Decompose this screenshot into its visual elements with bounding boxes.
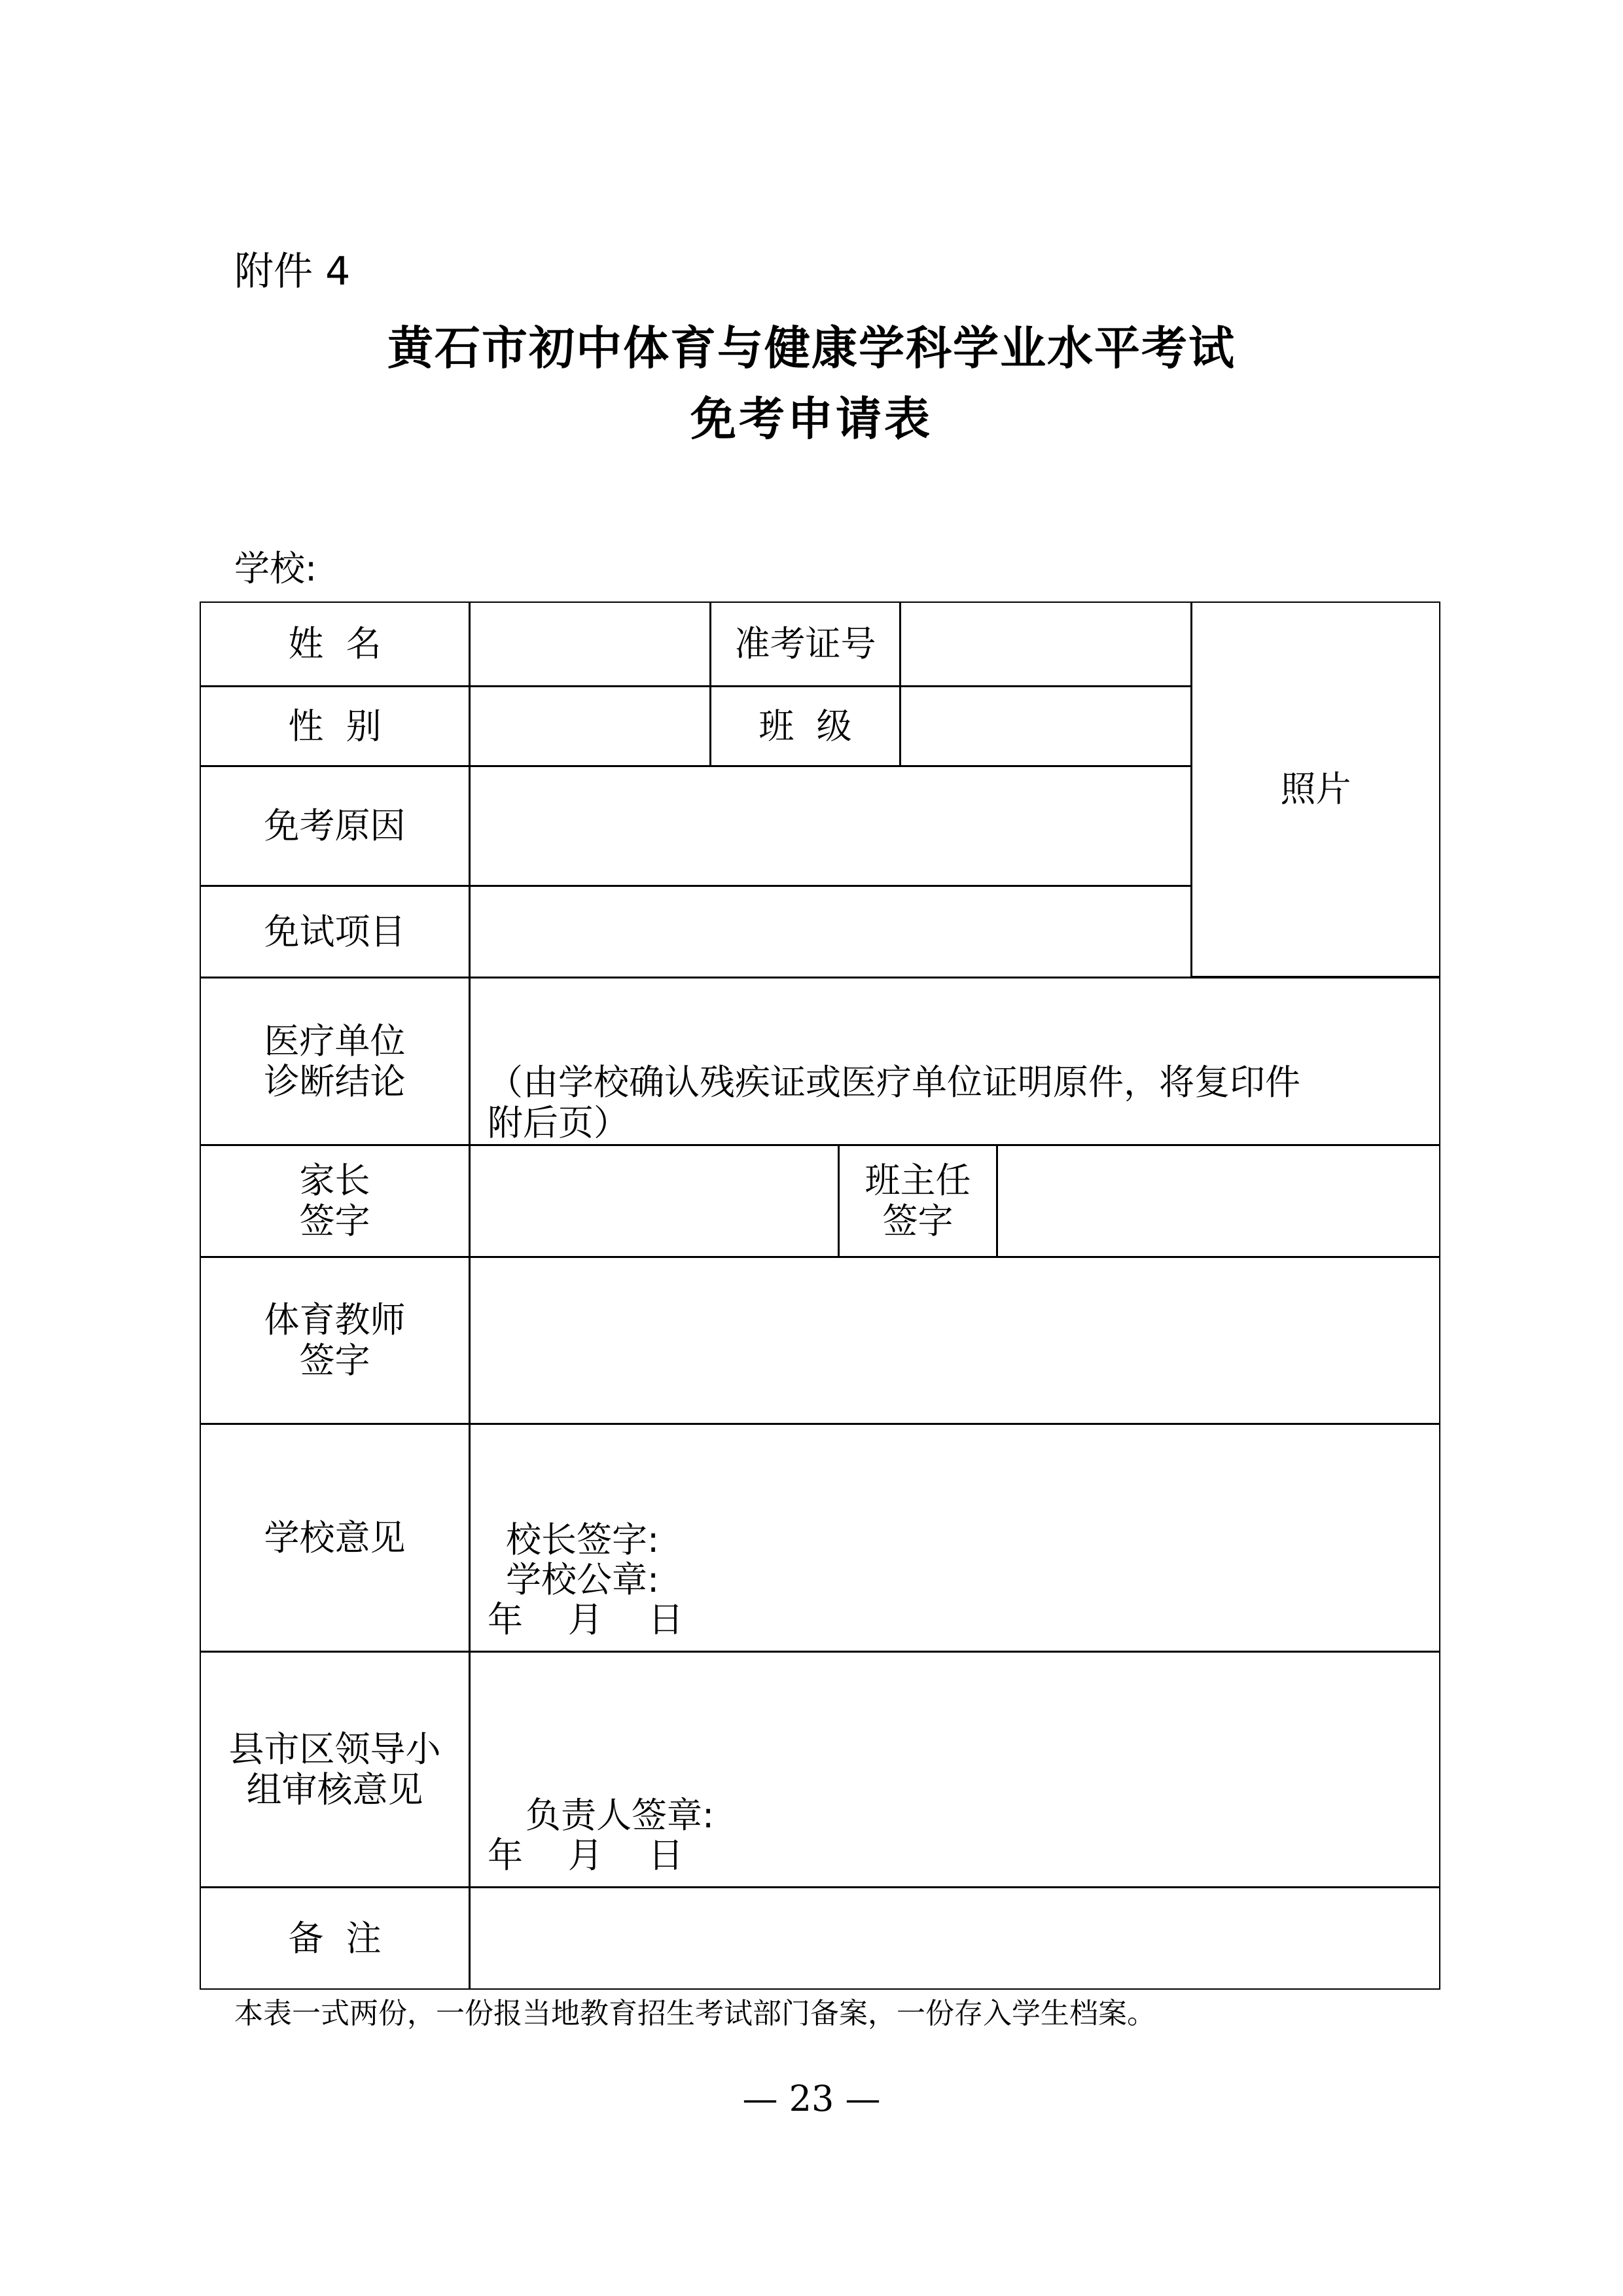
diagnosis-label: 医疗单位 诊断结论 [200, 977, 470, 1145]
pe-teacher-signature-field[interactable] [469, 1257, 1440, 1424]
exemption-reason-label: 免考原因 [200, 766, 470, 886]
application-form-table [200, 602, 1441, 1979]
head-teacher-signature-field[interactable] [997, 1145, 1440, 1257]
school-seal: 学校公章: [506, 1559, 660, 1600]
class-label: 班 级 [710, 686, 901, 766]
gender-field[interactable] [469, 686, 711, 766]
page-number: — 23 — [742, 2078, 881, 2119]
attachment-label: 附件 4 [234, 249, 351, 295]
county-review-date: 年 月 日 [488, 1835, 684, 1876]
gender-label: 性 别 [200, 686, 470, 766]
exam-number-label: 准考证号 [710, 601, 901, 687]
principal-signature: 校长签字: [506, 1519, 660, 1560]
photo-box[interactable] [1191, 601, 1440, 977]
exemption-reason-field[interactable] [469, 766, 1192, 886]
form-title: 黄石市初中体育与健康学科学业水平考试 [387, 321, 1236, 375]
diagnosis-field[interactable] [469, 977, 1440, 1145]
photo-label: 照片 [1280, 768, 1351, 810]
class-field[interactable] [900, 686, 1192, 766]
parent-signature-field[interactable] [469, 1145, 839, 1257]
county-review-field[interactable] [469, 1651, 1440, 1888]
remarks-field[interactable] [469, 1887, 1440, 1990]
form-subtitle: 免考申请表 [690, 391, 933, 446]
exam-number-field[interactable] [900, 601, 1192, 687]
name-label: 姓 名 [200, 601, 470, 687]
head-teacher-signature-label: 班主任 签字 [838, 1145, 997, 1257]
name-field[interactable] [469, 601, 711, 687]
pe-teacher-signature-label: 体育教师 签字 [200, 1257, 470, 1424]
school-opinion-field[interactable] [469, 1424, 1440, 1652]
county-review-label: 县市区领导小 组审核意见 [200, 1651, 470, 1888]
school-opinion-date: 年 月 日 [488, 1599, 684, 1640]
footer-note: 本表一式两份，一份报当地教育招生考试部门备案，一份存入学生档案。 [234, 1997, 1156, 2030]
exempt-items-field[interactable] [469, 886, 1192, 978]
exempt-items-label: 免试项目 [200, 886, 470, 978]
school-label: 学校: [234, 548, 317, 589]
parent-signature-label: 家长 签字 [200, 1145, 470, 1257]
diagnosis-note: （由学校确认残疾证或医疗单位证明原件，将复印件 附后页） [488, 1062, 1300, 1143]
remarks-label: 备 注 [200, 1887, 470, 1990]
responsible-signature: 负责人签章: [526, 1795, 715, 1836]
school-opinion-label: 学校意见 [200, 1424, 470, 1652]
